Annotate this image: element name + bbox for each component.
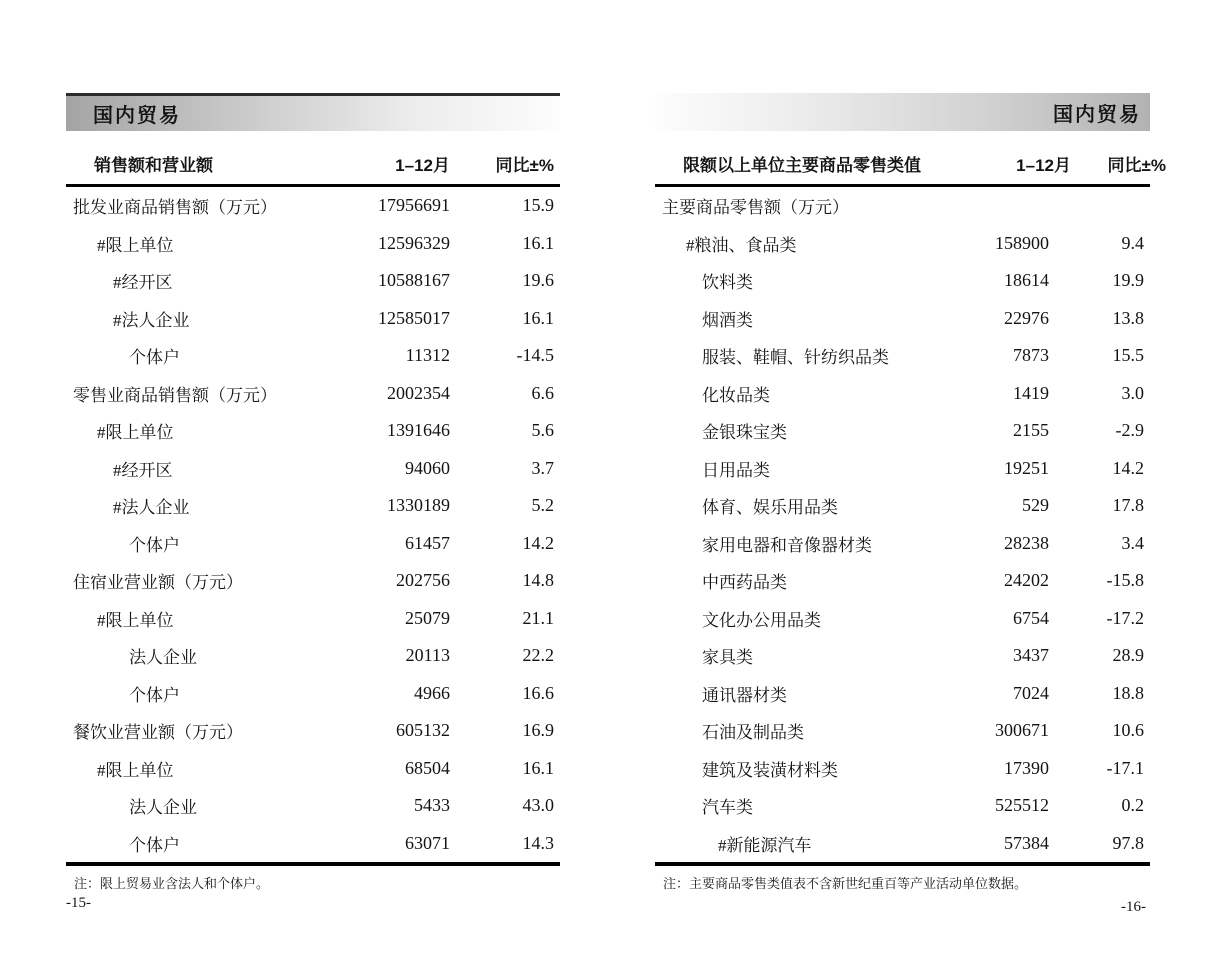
row-value: 20113 <box>405 645 450 666</box>
table-row <box>655 787 1150 825</box>
row-label: 金银珠宝类 <box>702 423 787 443</box>
row-label: 个体户 <box>129 535 180 555</box>
row-value: 300671 <box>995 720 1049 741</box>
row-yoy: 16.6 <box>522 682 554 703</box>
row-value: 57384 <box>1004 832 1049 853</box>
row-value: 5433 <box>414 795 450 816</box>
row-label: #新能源汽车 <box>718 835 812 855</box>
row-label: 住宿业营业额（万元） <box>73 573 243 593</box>
row-yoy: 97.8 <box>1112 832 1144 853</box>
row-value: 605132 <box>396 720 450 741</box>
row-yoy: 18.8 <box>1112 682 1144 703</box>
table-row <box>655 525 1150 563</box>
row-value: 202756 <box>396 570 450 591</box>
table-row <box>66 262 560 300</box>
table-row <box>66 562 560 600</box>
row-yoy: 6.6 <box>531 382 554 403</box>
table-row <box>655 712 1150 750</box>
row-label: #经开区 <box>113 460 173 480</box>
table-row <box>655 825 1150 863</box>
table-row <box>66 412 560 450</box>
table-row <box>655 412 1150 450</box>
row-label: 个体户 <box>129 348 180 368</box>
row-value: 12596329 <box>378 232 450 253</box>
row-value: 525512 <box>995 795 1049 816</box>
table-row <box>655 337 1150 375</box>
row-yoy: 16.1 <box>522 757 554 778</box>
row-yoy: 19.9 <box>1112 270 1144 291</box>
column-header-yoy: 同比±% <box>495 156 554 175</box>
row-yoy: 14.2 <box>522 532 554 553</box>
row-label: 个体户 <box>129 835 180 855</box>
row-label: 日用品类 <box>702 460 770 480</box>
table-row <box>66 525 560 563</box>
row-value: 1391646 <box>387 420 450 441</box>
table-row <box>66 675 560 713</box>
section-title: 国内贸易 <box>1053 103 1141 126</box>
row-label: 法人企业 <box>129 648 197 668</box>
page-16 <box>655 93 1166 916</box>
row-yoy: -14.5 <box>516 345 554 366</box>
row-label: 个体户 <box>129 685 180 705</box>
table-header <box>655 131 1166 187</box>
row-label: #限上单位 <box>97 423 174 443</box>
table-row <box>655 637 1150 675</box>
row-yoy: 21.1 <box>522 607 554 628</box>
row-label: 石油及制品类 <box>702 723 804 743</box>
row-yoy: 3.7 <box>531 457 554 478</box>
row-label: 批发业商品销售额（万元） <box>73 198 277 218</box>
table-row <box>66 225 560 263</box>
row-yoy: -17.2 <box>1106 607 1144 628</box>
row-value: 6754 <box>1013 607 1049 628</box>
row-label: 服装、鞋帽、针纺织品类 <box>702 348 889 368</box>
table-row <box>66 487 560 525</box>
table-header <box>66 131 560 187</box>
row-label: 主要商品零售额（万元） <box>662 198 849 218</box>
row-value: 10588167 <box>378 270 450 291</box>
table-row <box>66 337 560 375</box>
row-label: 化妆品类 <box>702 385 770 405</box>
row-label: #限上单位 <box>97 610 174 630</box>
row-value: 19251 <box>1004 457 1049 478</box>
row-label: 家用电器和音像器材类 <box>702 535 872 555</box>
table-row <box>66 787 560 825</box>
row-yoy: 9.4 <box>1121 232 1144 253</box>
row-label: 汽车类 <box>702 798 753 818</box>
row-value: 12585017 <box>378 307 450 328</box>
table-row <box>655 600 1150 638</box>
table-body <box>655 187 1150 866</box>
row-yoy: 16.1 <box>522 232 554 253</box>
row-label: #限上单位 <box>97 235 174 255</box>
row-value: 3437 <box>1013 645 1049 666</box>
row-yoy: 15.9 <box>522 195 554 216</box>
row-label: 中西药品类 <box>702 573 787 593</box>
table-row <box>66 187 560 225</box>
page-number: -16- <box>1121 899 1146 915</box>
row-yoy: 19.6 <box>522 270 554 291</box>
row-value: 17956691 <box>378 195 450 216</box>
row-value: 7024 <box>1013 682 1049 703</box>
row-yoy: 5.2 <box>531 495 554 516</box>
table-row <box>655 187 1150 225</box>
row-label: 建筑及装潢材料类 <box>702 760 838 780</box>
row-yoy: 3.0 <box>1121 382 1144 403</box>
row-value: 1419 <box>1013 382 1049 403</box>
row-yoy: 17.8 <box>1112 495 1144 516</box>
table-row <box>655 750 1150 788</box>
table-row <box>66 825 560 863</box>
section-header-band <box>66 93 560 131</box>
table-row <box>655 675 1150 713</box>
column-header-period: 1–12月 <box>395 156 450 175</box>
table-row <box>66 300 560 338</box>
table-row <box>66 750 560 788</box>
row-label: #限上单位 <box>97 760 174 780</box>
row-value: 17390 <box>1004 757 1049 778</box>
table-note: 注：限上贸易业含法人和个体户。 <box>74 876 270 891</box>
row-value: 18614 <box>1004 270 1049 291</box>
row-yoy: 0.2 <box>1121 795 1144 816</box>
row-yoy: 22.2 <box>522 645 554 666</box>
section-header-band <box>655 93 1150 131</box>
table-row <box>655 225 1150 263</box>
row-label: 餐饮业营业额（万元） <box>73 723 243 743</box>
row-label: 零售业商品销售额（万元） <box>73 385 277 405</box>
row-value: 28238 <box>1004 532 1049 553</box>
row-yoy: 3.4 <box>1121 532 1144 553</box>
table-title: 限额以上单位主要商品零售类值 <box>683 156 921 175</box>
row-value: 158900 <box>995 232 1049 253</box>
row-value: 2002354 <box>387 382 450 403</box>
row-yoy: 28.9 <box>1112 645 1144 666</box>
row-yoy: 15.5 <box>1112 345 1144 366</box>
row-value: 11312 <box>405 345 450 366</box>
row-yoy: 16.9 <box>522 720 554 741</box>
row-value: 7873 <box>1013 345 1049 366</box>
row-yoy: 10.6 <box>1112 720 1144 741</box>
row-label: 家具类 <box>702 648 753 668</box>
row-yoy: 14.2 <box>1112 457 1144 478</box>
row-label: 饮料类 <box>702 273 753 293</box>
table-row <box>655 262 1150 300</box>
table-row <box>655 375 1150 413</box>
table-row <box>655 562 1150 600</box>
table-row <box>66 375 560 413</box>
section-title: 国内贸易 <box>93 105 181 127</box>
table-title: 销售额和营业额 <box>94 156 213 175</box>
row-yoy: 14.8 <box>522 570 554 591</box>
row-label: 通讯器材类 <box>702 685 787 705</box>
row-label: #法人企业 <box>113 310 190 330</box>
row-value: 4966 <box>414 682 450 703</box>
row-value: 529 <box>1022 495 1049 516</box>
row-value: 22976 <box>1004 307 1049 328</box>
table-note: 注：主要商品零售类值表不含新世纪重百等产业活动单位数据。 <box>663 876 1028 891</box>
row-value: 94060 <box>405 457 450 478</box>
row-yoy: 16.1 <box>522 307 554 328</box>
column-header-yoy: 同比±% <box>1107 156 1166 175</box>
row-value: 25079 <box>405 607 450 628</box>
row-yoy: -15.8 <box>1106 570 1144 591</box>
row-label: #法人企业 <box>113 498 190 518</box>
row-value: 63071 <box>405 832 450 853</box>
row-label: 文化办公用品类 <box>702 610 821 630</box>
row-value: 24202 <box>1004 570 1049 591</box>
row-yoy: 43.0 <box>522 795 554 816</box>
table-row <box>655 487 1150 525</box>
column-header-period: 1–12月 <box>1016 156 1071 175</box>
row-label: 法人企业 <box>129 798 197 818</box>
row-label: 烟酒类 <box>702 310 753 330</box>
table-row <box>66 450 560 488</box>
row-yoy: -17.1 <box>1106 757 1144 778</box>
table-row <box>66 600 560 638</box>
row-label: #经开区 <box>113 273 173 293</box>
table-row <box>655 300 1150 338</box>
page-15 <box>66 93 560 912</box>
table-row <box>66 637 560 675</box>
row-value: 2155 <box>1013 420 1049 441</box>
row-yoy: 5.6 <box>531 420 554 441</box>
row-value: 61457 <box>405 532 450 553</box>
table-body <box>66 187 560 866</box>
row-label: #粮油、食品类 <box>686 235 797 255</box>
table-row <box>66 712 560 750</box>
row-label: 体育、娱乐用品类 <box>702 498 838 518</box>
row-value: 1330189 <box>387 495 450 516</box>
row-yoy: 13.8 <box>1112 307 1144 328</box>
row-value: 68504 <box>405 757 450 778</box>
page-number: -15- <box>66 895 91 911</box>
table-row <box>655 450 1150 488</box>
row-yoy: -2.9 <box>1115 420 1144 441</box>
row-yoy: 14.3 <box>522 832 554 853</box>
